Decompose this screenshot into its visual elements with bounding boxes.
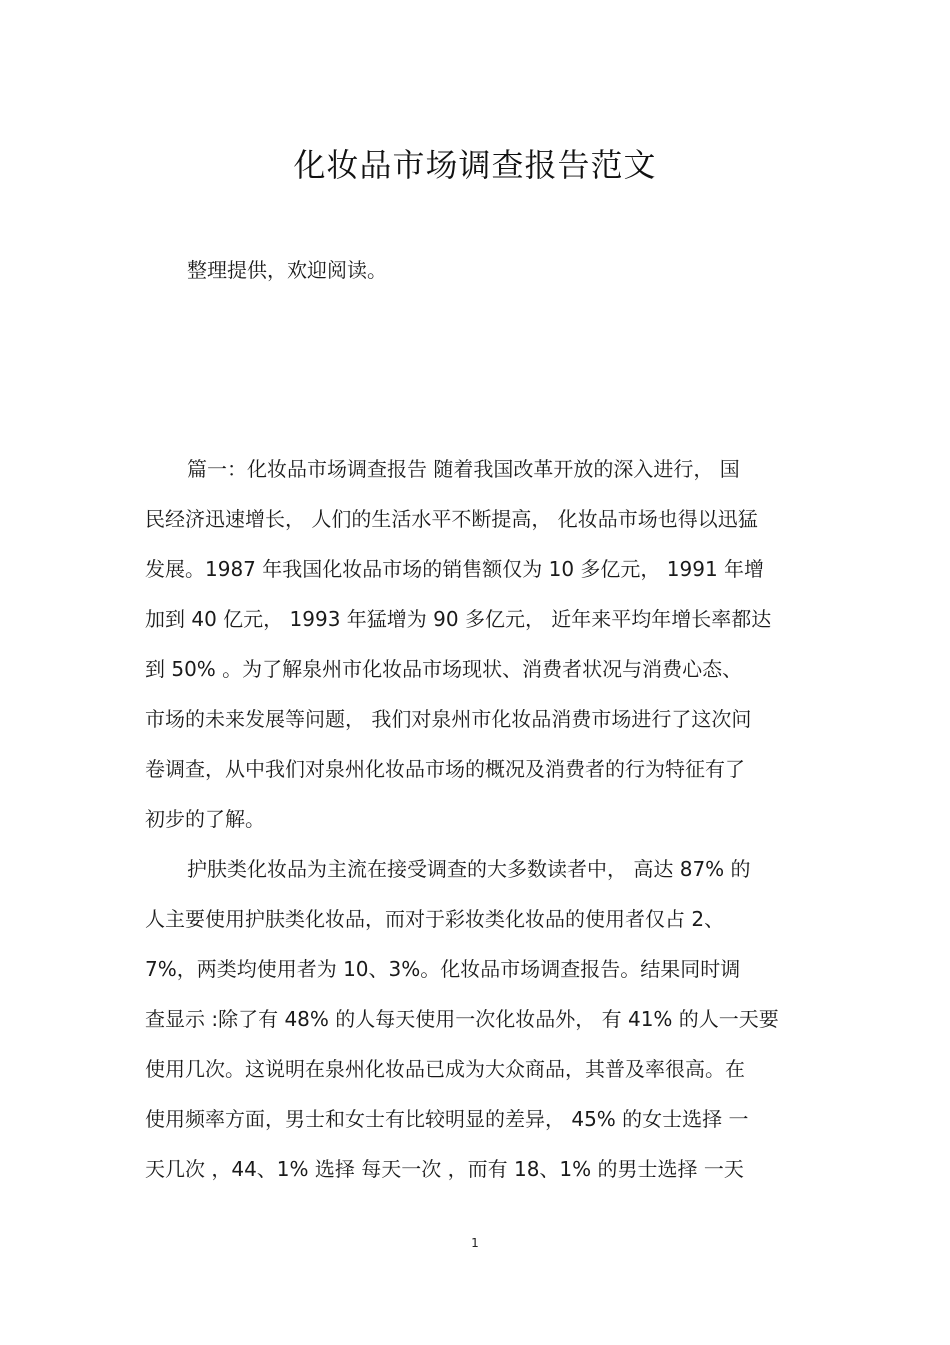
paragraph-line: 卷调查，从中我们对泉州化妆品市场的概况及消费者的行为特征有了 [145, 757, 745, 781]
paragraph-line: 发展。1987 年我国化妆品市场的销售额仅为 10 多亿元， 1991 年增 [145, 557, 765, 581]
paragraph-line: 到 50% 。为了解泉州市化妆品市场现状、消费者状况与消费心态、 [145, 657, 743, 681]
paragraph-line: 使用几次。这说明在泉州化妆品已成为大众商品，其普及率很高。在 [145, 1057, 745, 1081]
intro-line: 整理提供，欢迎阅读。 [187, 258, 387, 282]
paragraph-line: 初步的了解。 [145, 807, 265, 831]
paragraph-line: 人主要使用护肤类化妆品，而对于彩妆类化妆品的使用者仅占 2、 [145, 907, 725, 931]
paragraph-line: 7%，两类均使用者为 10、3%。化妆品市场调查报告。结果同时调 [145, 957, 741, 981]
page-number: 1 [471, 1236, 479, 1250]
paragraph-line: 使用频率方面，男士和女士有比较明显的差异， 45% 的女士选择 一 [145, 1107, 749, 1131]
paragraph-line: 市场的未来发展等问题， 我们对泉州市化妆品消费市场进行了这次问 [145, 707, 752, 731]
paragraph-line: 民经济迅速增长， 人们的生活水平不断提高， 化妆品市场也得以迅猛 [145, 507, 758, 531]
paragraph-line: 加到 40 亿元， 1993 年猛增为 90 多亿元， 近年来平均年增长率都达 [145, 607, 772, 631]
page-title: 化妆品市场调查报告范文 [293, 146, 657, 184]
paragraph-line: 天几次 ，44、1% 选择 每天一次 ，而有 18、1% 的男士选择 一天 [145, 1157, 744, 1181]
paragraph-line: 篇一：化妆品市场调查报告 随着我国改革开放的深入进行， 国 [187, 457, 740, 481]
paragraph-line: 查显示 :除了有 48% 的人每天使用一次化妆品外， 有 41% 的人一天要 [145, 1007, 779, 1031]
paragraph-line: 护肤类化妆品为主流在接受调查的大多数读者中， 高达 87% 的 [187, 857, 751, 881]
